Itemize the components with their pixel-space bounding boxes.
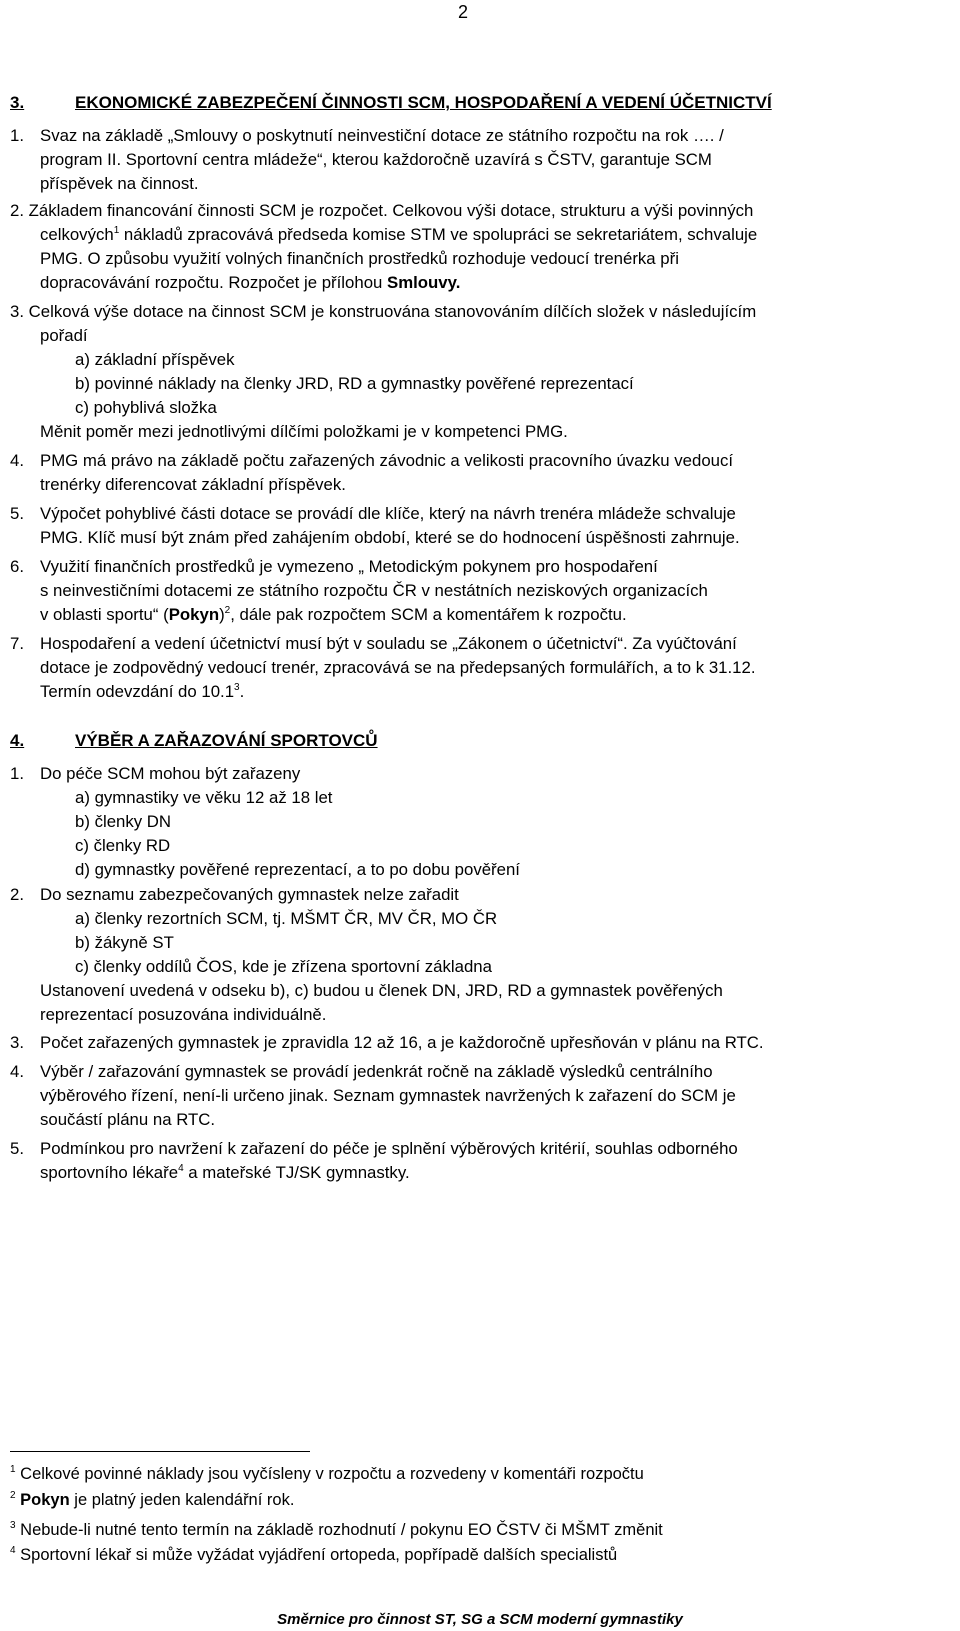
s3-item-7-line-2: dotace je zodpovědný vedoucí trenér, zpracovává se na předepsaných formulářích, a to k 31.12. <box>40 658 756 677</box>
s3-item-6-line-2: s neinvestičními dotacemi ze státního rozpočtu ČR v nestátních neziskových organizacích <box>40 581 708 600</box>
s3-item-6-line-1: Využití finančních prostředků je vymezeno „ Metodickým pokynem pro hospodaření <box>40 557 658 576</box>
s3-item-3-line-2: pořadí <box>40 326 88 345</box>
s4-item-2-line-1: Do seznamu zabezpečovaných gymnastek nelze zařadit <box>40 885 459 904</box>
s4-item-3-number: 3. <box>10 1033 24 1052</box>
s4-item-2-sub-a: a) členky rezortních SCM, tj. MŠMT ČR, MV ČR, MO ČR <box>75 909 498 928</box>
page-footer: Směrnice pro činnost ST, SG a SCM moderní gymnastiky <box>277 1611 683 1628</box>
s3-item-6-line-3: v oblasti sportu“ (Pokyn)$^2$, dále pak rozpočtem SCM a komentářem k rozpočtu. <box>40 605 627 624</box>
s4-item-4-line-3: součástí plánu na RTC. <box>40 1110 216 1129</box>
footnote-3: $^3$ Nebude-li nutné tento termín na základě rozhodnutí / pokynu EO ČSTV či MŠMT změnit <box>10 1520 663 1539</box>
s4-item-1-number: 1. <box>10 764 24 783</box>
s4-item-2-number: 2. <box>10 885 24 904</box>
s3-item-1-number: 1. <box>10 126 24 145</box>
s3-item-5-number: 5. <box>10 504 24 523</box>
s3-item-1-line-2: program II. Sportovní centra mládeže“, kterou každoročně uzavírá s ČSTV, garantuje SCM <box>40 150 712 169</box>
section-3-number: 3. <box>10 93 25 112</box>
s4-item-1-sub-b: b) členky DN <box>75 812 172 831</box>
s4-item-3-line-1: Počet zařazených gymnastek je zpravidla 12 až 16, a je každoročně upřesňován v plánu na RTC. <box>40 1033 764 1052</box>
s4-item-2-sub-b: b) žákyně ST <box>75 933 174 952</box>
s4-item-4-line-1: Výběr / zařazování gymnastek se provádí jedenkrát ročně na základě výsledků centrálního <box>40 1062 713 1081</box>
s4-item-1-sub-a: a) gymnastiky ve věku 12 až 18 let <box>75 788 333 807</box>
s3-item-3-sub-a: a) základní příspěvek <box>75 350 235 369</box>
s3-item-1-line-1: Svaz na základě „Smlouvy o poskytnutí neinvestiční dotace ze státního rozpočtu na rok …. / <box>40 126 724 145</box>
section-4-title: VÝBĚR A ZAŘAZOVÁNÍ SPORTOVCŮ <box>75 731 378 750</box>
s3-item-3-sub-c: c) pohyblivá složka <box>75 398 217 417</box>
footnote-ref-1: 1 <box>113 225 120 236</box>
footnote-separator <box>10 1451 310 1452</box>
s4-item-2-line-3: reprezentací posuzována individuálně. <box>40 1005 327 1024</box>
s4-item-5-line-2: sportovního lékaře$^4$ a mateřské TJ/SK gymnastky. <box>40 1163 410 1182</box>
s3-item-7-line-1: Hospodaření a vedení účetnictví musí být v souladu se „Zákonem o účetnictví“. Za vyúčtování <box>40 634 737 653</box>
s4-item-5-number: 5. <box>10 1139 24 1158</box>
s3-item-6-number: 6. <box>10 557 24 576</box>
s3-item-2-line-4: dopracovávání rozpočtu. Rozpočet je přílohou Smlouvy. <box>40 273 461 292</box>
footnote-4: $^4$ Sportovní lékař si může vyžádat vyjádření ortopeda, popřípadě dalších specialistů <box>10 1545 618 1564</box>
s4-item-1-line-1: Do péče SCM mohou být zařazeny <box>40 764 301 783</box>
s3-item-2-line-2: celkových$^1$ nákladů zpracovává předseda komise STM ve spolupráci se sekretariátem, schvaluje <box>40 225 758 244</box>
s3-item-4-line-1: PMG má právo na základě počtu zařazených závodnic a velikosti pracovního úvazku vedoucí <box>40 451 734 470</box>
footnote-ref-4: 4 <box>178 1163 184 1174</box>
s3-item-4-number: 4. <box>10 451 24 470</box>
page-number: 2 <box>458 2 469 22</box>
s3-item-7-number: 7. <box>10 634 24 653</box>
s3-item-3-line-3: Měnit poměr mezi jednotlivými dílčími položkami je v kompetenci PMG. <box>40 422 568 441</box>
s4-item-1-sub-d: d) gymnastky pověřené reprezentací, a to po dobu pověření <box>75 860 520 879</box>
section-4-number: 4. <box>10 731 25 750</box>
s4-item-2-line-2: Ustanovení uvedená v odseku b), c) budou u členek DN, JRD, RD a gymnastek pověřených <box>40 981 723 1000</box>
footnote-2: $^2$ Pokyn je platný jeden kalendářní rok. <box>10 1490 295 1509</box>
s3-item-2-line-3: PMG. O způsobu využití volných finančních prostředků rozhoduje vedoucí trenérka při <box>40 249 679 268</box>
footnote-1: $^1$ Celkové povinné náklady jsou vyčísleny v rozpočtu a rozvedeny v komentáři rozpočtu <box>10 1464 644 1483</box>
footnote-ref-3: 3 <box>234 682 240 693</box>
s4-item-2-sub-c: c) členky oddílů ČOS, kde je zřízena sportovní základna <box>75 957 492 976</box>
s4-item-1-sub-c: c) členky RD <box>75 836 171 855</box>
s3-item-4-line-2: trenérky diferencovat základní příspěvek. <box>40 475 346 494</box>
s4-item-5-line-1: Podmínkou pro navržení k zařazení do péče je splnění výběrových kritérií, souhlas odborného <box>40 1139 738 1158</box>
s4-item-4-line-2: výběrového řízení, není-li určeno jinak. Seznam gymnastek navržených k zařazení do SCM je <box>40 1086 736 1105</box>
s3-item-7-line-3: Termín odevzdání do 10.1$^3$. <box>40 682 245 701</box>
s3-item-5-line-2: PMG. Klíč musí být znám před zahájením období, které se do hodnocení úspěšnosti zahrnuje. <box>40 528 740 547</box>
footnote-ref-2: 2 <box>224 605 231 616</box>
s3-item-3-sub-b: b) povinné náklady na členky JRD, RD a gymnastky pověřené reprezentací <box>75 374 634 393</box>
s4-item-4-number: 4. <box>10 1062 24 1081</box>
s3-item-1-line-3: příspěvek na činnost. <box>40 174 199 193</box>
s3-item-2-line-1: 2. Základem financování činnosti SCM je rozpočet. Celkovou výši dotace, strukturu a výši povinných <box>10 201 754 220</box>
s3-item-5-line-1: Výpočet pohyblivé části dotace se provádí dle klíče, který na návrh trenéra mládeže schvaluje <box>40 504 736 523</box>
s3-item-3-line-1: 3. Celková výše dotace na činnost SCM je konstruována stanovováním dílčích složek v následujícím <box>10 302 757 321</box>
section-3-title: EKONOMICKÉ ZABEZPEČENÍ ČINNOSTI SCM, HOSPODAŘENÍ A VEDENÍ ÚČETNICTVÍ <box>75 93 772 112</box>
